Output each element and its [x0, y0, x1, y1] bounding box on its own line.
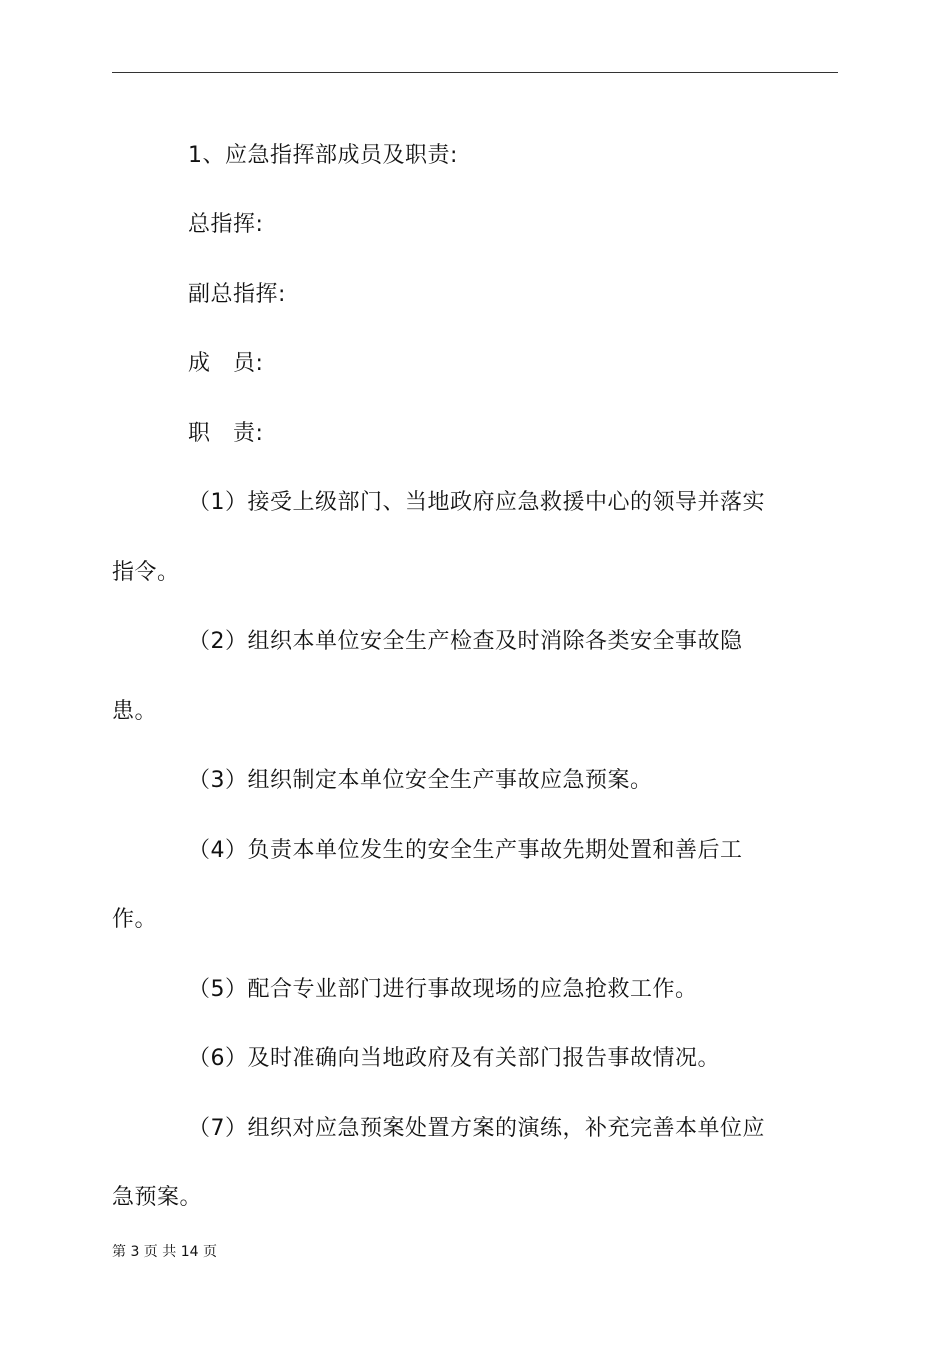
duty-item-7: （7）组织对应急预案处置方案的演练，补充完善本单位应: [188, 1116, 765, 1141]
header-rule: [112, 72, 838, 73]
page-number: 第 3 页 共 14 页: [112, 1244, 217, 1260]
duty-item-2: （2）组织本单位安全生产检查及时消除各类安全事故隐: [188, 629, 743, 654]
duty-item-4-continued: 作。: [112, 907, 158, 932]
section-heading: 1、应急指挥部成员及职责:: [188, 143, 458, 168]
duty-item-2-continued: 患。: [112, 699, 158, 724]
deputy-commander-label: 副总指挥:: [188, 282, 286, 307]
duty-item-4: （4）负责本单位发生的安全生产事故先期处置和善后工: [188, 838, 743, 863]
commander-label: 总指挥:: [188, 212, 264, 237]
duties-label: 职 责:: [188, 421, 264, 446]
duty-item-5: （5）配合专业部门进行事故现场的应急抢救工作。: [188, 977, 698, 1002]
members-label: 成 员:: [188, 351, 264, 376]
duty-item-1: （1）接受上级部门、当地政府应急救援中心的领导并落实: [188, 490, 765, 515]
duty-item-3: （3）组织制定本单位安全生产事故应急预案。: [188, 768, 653, 793]
duty-item-1-continued: 指令。: [112, 560, 180, 585]
duty-item-7-continued: 急预案。: [112, 1185, 203, 1210]
duty-item-6: （6）及时准确向当地政府及有关部门报告事故情况。: [188, 1046, 720, 1071]
